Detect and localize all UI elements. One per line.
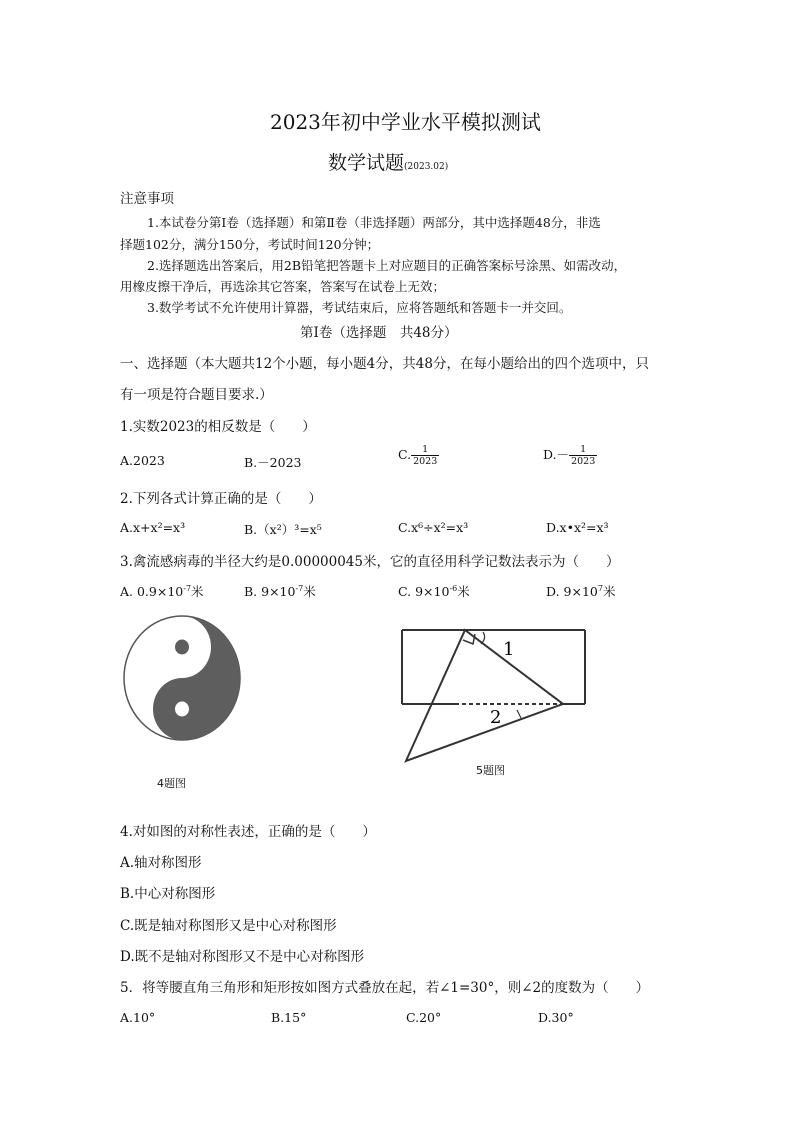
fraction: [569, 444, 597, 467]
notice-line: 用橡皮擦干净后，再选涂其它答案，答案写在试卷上无效；: [120, 279, 446, 294]
notice-line: 择题102分，满分150分，考试时间120分钟；: [120, 237, 380, 252]
q4-option-b: B.中心对称图形: [120, 886, 216, 902]
subject-title: 数学试题: [328, 152, 405, 174]
q3-option-c-base: C. 9×10: [398, 584, 450, 599]
section-title: 第Ⅰ卷（选择题 共48分）: [300, 325, 458, 341]
question-3-stem: 3.禽流感病毒的半径大约是0.00000045米，它的直径用科学记数法表示为（ ）: [120, 554, 620, 570]
fraction-numerator: 1: [580, 444, 587, 455]
fraction-denominator: 2023: [571, 456, 596, 467]
q1-option-d-prefix: D.－: [543, 447, 570, 462]
q3-option-a-exponent: -7: [183, 583, 192, 593]
q3-option-c-unit: 米: [457, 584, 470, 599]
section-intro: 有一项是符合题目要求.）: [120, 387, 273, 403]
q1-option-a: A.2023: [120, 453, 165, 468]
yin-yang-dark-dot: [175, 640, 189, 655]
yin-yang-light-dot: [175, 702, 189, 717]
question-5-stem: 5．将等腰直角三角形和矩形按如图方式叠放在起，若∠1=30°，则∠2的度数为（ ）: [120, 980, 650, 996]
question-2-stem: 2.下列各式计算正确的是（ ）: [120, 491, 322, 507]
notice-line: 1.本试卷分第Ⅰ卷（选择题）和第Ⅱ卷（非选择题）两部分，其中选择题48分，非选: [147, 215, 601, 230]
q1-option-c: [398, 444, 439, 467]
q3-option-a-base: A. 0.9×10: [120, 584, 184, 599]
q5-option-c: C.20°: [406, 1010, 442, 1025]
q5-option-b: B.15°: [271, 1010, 307, 1025]
notice-heading: 注意事项: [120, 191, 174, 207]
notice-line: 3.数学考试不允许使用计算器，考试结束后，应将答题纸和答题卡一并交回。: [147, 300, 572, 315]
q1-option-c-prefix: C.: [398, 447, 412, 462]
q3-option-b: [244, 582, 316, 600]
q3-option-d-unit: 米: [602, 584, 616, 599]
q5-option-a: A.10°: [120, 1010, 156, 1025]
figure-5-caption: 5题图: [476, 764, 505, 777]
q3-option-b-exponent: -7: [295, 583, 304, 593]
question-4-stem: 4.对如图的对称性表述，正确的是（ ）: [120, 824, 376, 840]
section-intro: 一、选择题（本大题共12个小题，每小题4分，共48分，在每小题给出的四个选项中，只: [120, 356, 649, 372]
triangle-rectangle-figure: [395, 620, 595, 765]
q3-option-b-unit: 米: [303, 584, 316, 599]
figure-4-caption: 4题图: [157, 777, 186, 790]
q3-option-d: [546, 582, 615, 600]
fraction-denominator: 2023: [413, 456, 438, 467]
q4-option-d: D.既不是轴对称图形又不是中心对称图形: [120, 949, 365, 965]
notice-line: 2.选择题选出答案后，用2B铅笔把答题卡上对应题目的正确答案标号涂黑、如需改动，: [147, 258, 627, 273]
q3-option-a: [120, 582, 204, 600]
q3-option-a-unit: 米: [191, 584, 204, 599]
yin-yang-figure: [120, 610, 246, 750]
q2-option-a: A.x+x²=x³: [120, 520, 186, 535]
q2-option-d: D.x•x²=x³: [546, 520, 609, 535]
q4-option-a: A.轴对称图形: [120, 855, 202, 871]
angle-2-mark: [517, 710, 521, 718]
q1-option-b: B.－2023: [244, 455, 302, 470]
fraction-numerator: 1: [422, 444, 429, 455]
q3-option-b-base: B. 9×10: [244, 584, 296, 599]
right-isosceles-triangle: [406, 630, 563, 761]
q5-option-d: D.30°: [538, 1010, 574, 1025]
q3-option-d-exponent: 7: [597, 583, 603, 593]
exam-title: 2023年初中学业水平模拟测试: [270, 110, 541, 134]
exam-date: (2023.02): [404, 162, 449, 172]
q2-option-c: C.x⁶÷x²=x³: [398, 520, 469, 535]
q3-option-c-exponent: -6: [449, 583, 458, 593]
q3-option-d-base: D. 9×10: [546, 584, 598, 599]
fraction: [411, 444, 439, 467]
angle-1-label: 1: [503, 639, 515, 660]
q3-option-c: [398, 582, 470, 600]
angle-2-label: 2: [490, 707, 502, 728]
question-1-stem: 1.实数2023的相反数是（ ）: [120, 419, 316, 435]
q4-option-c: C.既是轴对称图形又是中心对称图形: [120, 918, 337, 934]
subject-title-line: [328, 148, 448, 175]
q1-option-d: [543, 444, 597, 467]
q2-option-b: B.（x²）³=x⁵: [244, 522, 322, 537]
